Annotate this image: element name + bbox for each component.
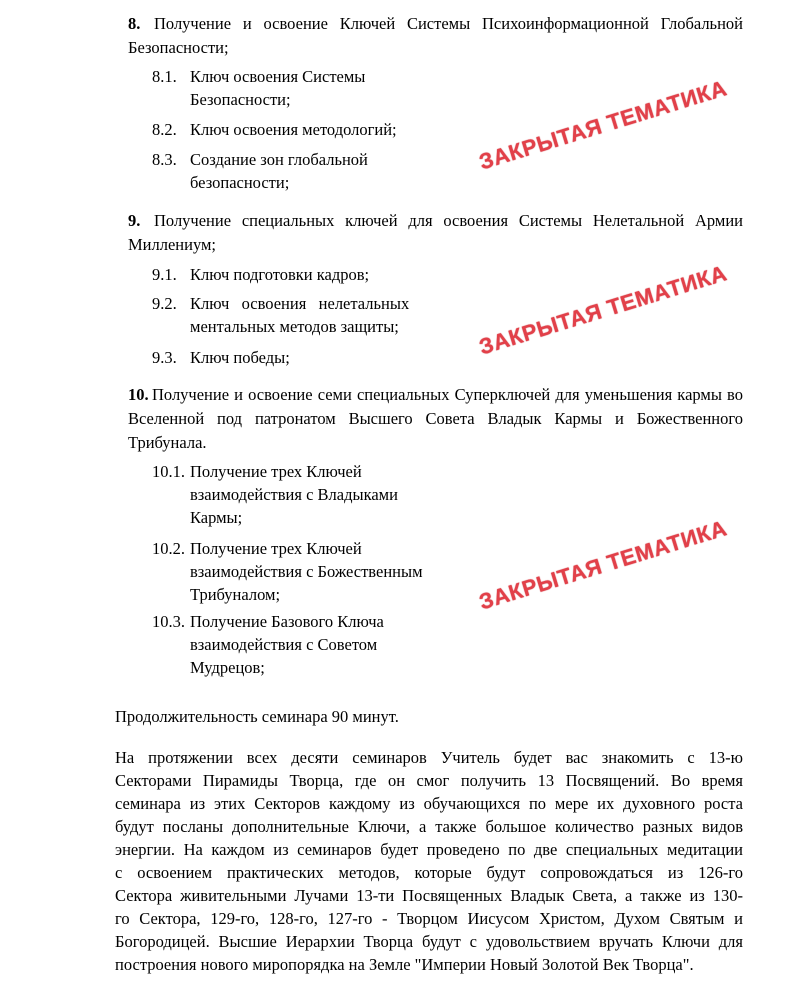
sub-item-line: Получение Базового Ключа <box>190 612 384 631</box>
sub-item-line: Ключ победы; <box>190 348 290 367</box>
paragraph-line: с освоением практических методов, которые будут сопровождаться из 126-го <box>115 863 743 882</box>
sub-item-line: ментальных методов защиты; <box>190 317 399 336</box>
item-number: 8. <box>128 14 141 33</box>
closed-topic-stamp: ЗАКРЫТАЯ ТЕМАТИКА <box>476 260 730 360</box>
sub-item-line: Получение трех Ключей <box>190 462 362 481</box>
closed-topic-stamp: ЗАКРЫТАЯ ТЕМАТИКА <box>476 75 730 175</box>
item-text: Получение и освоение семи специальных Суперключей для уменьшения кармы во Вселенной под патронатом Высшего Совета Владык Кармы и Божественного Трибунала. <box>128 385 743 452</box>
sub-item-text <box>190 610 384 679</box>
sub-item-line: взаимодействия с Владыками <box>190 485 398 504</box>
paragraph-line: энергии. На каждом из семинаров будет проведено по две специальных медитации <box>115 840 743 859</box>
sub-item-text <box>190 118 397 141</box>
sub-item-number: 10.1. <box>152 462 185 481</box>
list-item-9 <box>128 209 743 257</box>
sub-item-text <box>190 537 423 606</box>
item-text: Получение специальных ключей для освоения Системы Нелетальной Армии Миллениум; <box>128 211 743 254</box>
sub-item-line: Трибуналом; <box>190 585 281 604</box>
sub-item-number: 9.3. <box>152 348 177 367</box>
paragraph-line: Сектора живительными Лучами 13-ти Посвященных Владык Света, а также из 130- <box>115 886 743 905</box>
sub-item-number: 9.2. <box>152 294 177 313</box>
sub-item-number: 9.1. <box>152 265 177 284</box>
sub-item-line: взаимодействия с Советом <box>190 635 378 654</box>
sub-item-text <box>190 292 409 338</box>
list-item-10 <box>128 383 743 455</box>
closed-topic-stamp: ЗАКРЫТАЯ ТЕМАТИКА <box>476 515 730 615</box>
sub-item-text <box>190 263 369 286</box>
paragraph-line: построения нового миропорядка на Земле "Империи Новый Золотой Век Творца". <box>115 955 694 974</box>
sub-item-line: Кармы; <box>190 508 243 527</box>
sub-item-number: 8.3. <box>152 150 177 169</box>
item-number: 9. <box>128 211 141 230</box>
sub-item-line: Ключ подготовки кадров; <box>190 265 370 284</box>
sub-item-line: Ключ освоения Системы <box>190 67 366 86</box>
paragraph-line: Секторами Пирамиды Творца, где он смог получить 13 Посвящений. Во время <box>115 771 743 790</box>
sub-item-line: безопасности; <box>190 173 290 192</box>
sub-item-number: 10.2. <box>152 539 185 558</box>
duration-text: Продолжительность семинара 90 минут. <box>115 707 399 726</box>
body-paragraph <box>115 746 743 976</box>
sub-item-line: Получение трех Ключей <box>190 539 362 558</box>
paragraph-line: Богородицей. Высшие Иерархии Творца будут с удовольствием вручать Ключи для <box>115 932 743 951</box>
item-number: 10. <box>128 385 149 404</box>
sub-item-line: взаимодействия с Божественным <box>190 562 423 581</box>
item-text: Получение и освоение Ключей Системы Психоинформационной Глобальной Безопасности; <box>128 14 743 57</box>
paragraph-line: го Сектора, 129-го, 128-го, 127-го - Творцом Иисусом Христом, Духом Святым и <box>115 909 743 928</box>
sub-item-line: Мудрецов; <box>190 658 265 677</box>
sub-item-text <box>190 148 368 194</box>
paragraph-line: будут посланы дополнительные Ключи, а также большое количество разных видов <box>115 817 743 836</box>
sub-item-number: 8.1. <box>152 67 177 86</box>
sub-item-line: Создание зон глобальной <box>190 150 368 169</box>
sub-item-number: 8.2. <box>152 120 177 139</box>
paragraph-line: На протяжении всех десяти семинаров Учитель будет вас знакомить с 13-ю <box>115 748 743 767</box>
sub-item-text <box>190 65 365 111</box>
sub-item-text <box>190 346 290 369</box>
sub-item-line: Ключ освоения методологий; <box>190 120 397 139</box>
sub-item-line: Безопасности; <box>190 90 291 109</box>
sub-item-number: 10.3. <box>152 612 185 631</box>
list-item-8 <box>128 12 743 60</box>
sub-item-text <box>190 460 398 529</box>
sub-item-line: Ключ освоения нелетальных <box>190 294 410 313</box>
paragraph-line: семинара из этих Секторов каждому из обучающихся по мере их духовного роста <box>115 794 743 813</box>
